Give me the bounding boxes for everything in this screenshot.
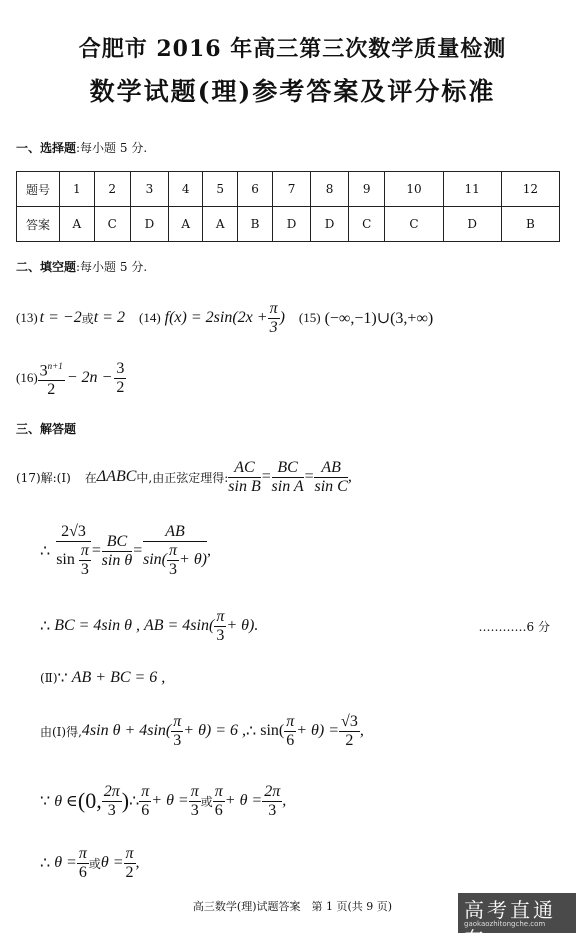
- part2-expr: AB + BC = 6 ,: [71, 669, 166, 686]
- equals-sign: =: [132, 542, 143, 559]
- comma: ,: [282, 792, 287, 809]
- section1-note: :每小题 5 分.: [76, 141, 148, 155]
- q15-answer: (−∞,−1)∪(3,+∞): [324, 310, 434, 327]
- line6-open: (0,: [77, 788, 102, 813]
- line3-expr-b: + θ).: [226, 617, 259, 634]
- table-cell: 8: [311, 172, 349, 207]
- section2-note: :每小题 5 分.: [76, 260, 148, 274]
- table-cell: 9: [349, 172, 385, 207]
- line6-expr-a: θ ∈: [54, 793, 78, 810]
- section2-heading: 二、填空题: [16, 260, 77, 274]
- line7-fraction-2: $\frac{\pi}{2}$: [125, 844, 134, 881]
- q17-intro-b: 中,由正弦定理得:: [136, 470, 229, 485]
- table-cell: C: [94, 207, 130, 242]
- therefore-symbol: ∴: [246, 723, 257, 740]
- equals-sign: =: [303, 468, 315, 485]
- q17-line1: [16, 454, 352, 500]
- section3-heading: 三、解答题: [16, 422, 77, 436]
- q17-line5: [40, 708, 364, 754]
- table-cell: D: [273, 207, 311, 242]
- table-cell: A: [60, 207, 95, 242]
- therefore-symbol: ∴: [40, 543, 51, 560]
- therefore-symbol: ∴: [40, 618, 51, 635]
- line5-expr-f: + θ) =: [296, 722, 340, 739]
- comma: ,: [135, 854, 140, 871]
- table-cell: C: [349, 207, 385, 242]
- line5-expr-e: sin(: [260, 722, 285, 739]
- line6-fraction-1: $\frac{2\pi}{3}$: [103, 782, 120, 819]
- line6-expr-f: + θ =: [224, 792, 263, 809]
- line6-fraction-4: $\frac{\pi}{6}$: [214, 782, 223, 819]
- line7-fraction-1: $\frac{\pi}{6}$: [78, 844, 87, 881]
- table-cell: 5: [203, 172, 238, 207]
- q15-label: (15): [298, 310, 321, 325]
- table-cell: B: [501, 207, 559, 242]
- line5-fraction-2: $\frac{\pi}{6}$: [286, 712, 295, 749]
- sine-rule-frac-2: $\frac{BC}{\text{sin A}}$: [271, 458, 304, 495]
- ratio-frac-2: $\frac{BC}{\text{sin θ}}$: [101, 532, 133, 569]
- section2-heading-line: [16, 258, 147, 275]
- table-cell: A: [203, 207, 238, 242]
- score-marker: …………6 分: [478, 619, 550, 634]
- table-cell: 10: [385, 172, 443, 207]
- ratio-frac-1: 2√3 sin $\frac{\pi}{3}$: [56, 523, 89, 578]
- q13-answer-a: t = −2: [39, 309, 82, 326]
- because-symbol: ∵: [40, 793, 51, 810]
- line6-or: 或: [200, 794, 213, 809]
- equals-sign: =: [260, 468, 272, 485]
- line6-fraction-2: $\frac{\pi}{6}$: [141, 782, 150, 819]
- line5-expr-b: 4sin θ + 4sin(: [81, 722, 172, 739]
- ratio-frac-3: AB sin( $\frac{\pi}{3}$ + θ): [143, 523, 207, 578]
- fill-answer-16: [16, 356, 126, 400]
- page-footer: 高三数学(理)试题答案 第 1 页(共 9 页): [192, 900, 393, 913]
- q17-label: (17)解:(Ⅰ): [16, 470, 71, 485]
- q16-fraction-2: $\frac{3}{2}$: [116, 359, 125, 396]
- q17-triangle: ΔABC: [96, 468, 137, 485]
- q14-fraction: $\frac{\pi}{3}$: [269, 299, 278, 336]
- section3-heading-line: [16, 420, 76, 437]
- table-row: [17, 172, 560, 207]
- answer-table: [16, 171, 560, 242]
- q13-label: (13): [16, 310, 38, 325]
- fill-answers-13-15: [16, 298, 433, 338]
- q16-label: (16): [16, 370, 38, 385]
- table-cell: 2: [94, 172, 130, 207]
- q13-answer-b: t = 2: [93, 309, 125, 326]
- comma: ,: [207, 542, 211, 559]
- line5-intro: 由(Ⅰ)得,: [40, 724, 82, 739]
- document-subtitle: 数学试题(理)参考答案及评分标准: [89, 77, 496, 106]
- line7-or: 或: [88, 856, 101, 871]
- q16-middle: − 2n −: [66, 369, 113, 386]
- q16-fraction: $\frac{3^{n+1}}{2}$: [38, 357, 65, 399]
- section1-heading: 一、选择题: [16, 141, 77, 155]
- q17-line7: [40, 840, 140, 886]
- therefore-symbol: ∴: [129, 793, 140, 810]
- because-symbol: ∵: [57, 670, 68, 687]
- watermark-logo: [458, 893, 576, 951]
- line3-fraction: $\frac{\pi}{3}$: [216, 607, 225, 644]
- line5-fraction-1: $\frac{\pi}{3}$: [173, 712, 182, 749]
- table-cell: A: [168, 207, 203, 242]
- line6-fraction-3: $\frac{\pi}{3}$: [190, 782, 199, 819]
- table-cell: 1: [60, 172, 95, 207]
- row-label-answer: 答案: [17, 207, 60, 242]
- table-cell: C: [385, 207, 443, 242]
- line7-expr-b: θ =: [100, 854, 124, 871]
- table-cell: 11: [443, 172, 501, 207]
- line7-expr-a: θ =: [54, 854, 77, 871]
- q17-part2-line: [40, 666, 165, 690]
- therefore-symbol: ∴: [40, 855, 51, 872]
- q17-intro-a: 在: [84, 470, 97, 485]
- equals-sign: =: [90, 542, 102, 559]
- section1-heading-line: [16, 139, 147, 156]
- q13-or: 或: [81, 311, 94, 326]
- table-cell: B: [237, 207, 272, 242]
- watermark-url: gaokaozhitongche.com: [464, 920, 546, 928]
- q14-expr-right: ): [279, 309, 285, 326]
- table-cell: 4: [168, 172, 203, 207]
- table-cell: 12: [501, 172, 559, 207]
- line6-close: ): [121, 788, 130, 813]
- q17-line3: [40, 606, 550, 646]
- table-cell: D: [443, 207, 501, 242]
- table-cell: D: [311, 207, 349, 242]
- line6-expr-e: + θ =: [151, 792, 189, 809]
- line3-expr-a: BC = 4sin θ , AB = 4sin(: [54, 617, 215, 634]
- line5-fraction-3: $\frac{√3}{2}$: [341, 712, 358, 749]
- sine-rule-frac-3: $\frac{AB}{\text{sin C}}$: [314, 458, 348, 495]
- table-cell: 6: [237, 172, 272, 207]
- watermark-text: 高考直通车: [464, 898, 556, 951]
- comma: ,: [347, 468, 352, 485]
- table-cell: D: [130, 207, 168, 242]
- q14-expr-left: f(x) = 2sin(2x +: [164, 309, 268, 326]
- table-row: [17, 207, 560, 242]
- row-label-number: 题号: [17, 172, 60, 207]
- q14-label: (14): [138, 310, 161, 325]
- part2-label: (Ⅱ): [40, 671, 58, 685]
- document-title: 合肥市 2016 年高三第三次数学质量检测: [78, 36, 507, 62]
- line5-expr-c: + θ) = 6 ,: [183, 722, 247, 739]
- line6-fraction-5: $\frac{2\pi}{3}$: [264, 782, 281, 819]
- comma: ,: [359, 722, 364, 739]
- q17-line6: [40, 776, 286, 826]
- q17-line2: [40, 520, 211, 582]
- sine-rule-frac-1: $\frac{AC}{\text{sin B}}$: [228, 458, 261, 495]
- table-cell: 3: [130, 172, 168, 207]
- table-cell: 7: [273, 172, 311, 207]
